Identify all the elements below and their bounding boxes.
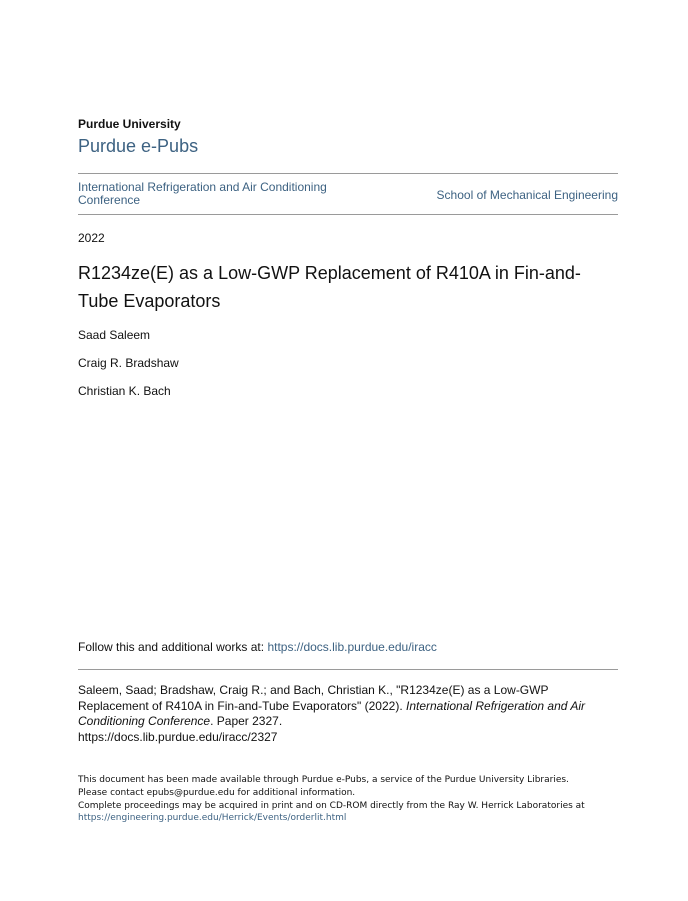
author-name: Saad Saleem xyxy=(78,328,151,342)
divider-citation xyxy=(78,669,618,670)
notice-line: Complete proceedings may be acquired in print and on CD-ROM directly from the Ray W. Herrick Laboratories at xyxy=(78,800,585,811)
follow-prefix: Follow this and additional works at: xyxy=(78,640,268,654)
citation-journal: International Refrigeration and Air Conditioning Conference xyxy=(78,698,585,728)
repository-link[interactable]: Purdue e-Pubs xyxy=(78,136,199,156)
follow-link[interactable]: https://docs.lib.purdue.edu/iracc xyxy=(267,640,437,654)
author-name: Craig R. Bradshaw xyxy=(78,356,179,370)
series-link-department[interactable]: School of Mechanical Engineering xyxy=(436,188,618,202)
citation-paper: . Paper 2327. xyxy=(210,714,283,728)
paper-title: R1234ze(E) as a Low-GWP Replacement of R410A in Fin-and-Tube Evaporators xyxy=(78,263,581,311)
orderlit-link[interactable]: https://engineering.purdue.edu/Herrick/Events/orderlit.html xyxy=(78,813,347,824)
series-link-conference[interactable]: International Refrigeration and Air Conditioning Conference xyxy=(78,180,327,207)
citation-block xyxy=(78,683,618,745)
citation-text: Saleem, Saad; Bradshaw, Craig R.; and Bach, Christian K., "R1234ze(E) as a Low-GWP Replacement of R410A in Fin-and-Tube Evaporators" (2022). xyxy=(78,683,549,713)
availability-notice xyxy=(78,774,618,825)
divider-top xyxy=(78,173,618,174)
notice-line: Please contact epubs@purdue.edu for additional information. xyxy=(78,787,356,798)
notice-line: This document has been made available through Purdue e-Pubs, a service of the Purdue University Libraries. xyxy=(78,775,569,785)
publication-year: 2022 xyxy=(78,231,105,245)
divider-series xyxy=(78,214,618,215)
institution-name: Purdue University xyxy=(78,117,181,131)
author-name: Christian K. Bach xyxy=(78,384,171,398)
citation-url[interactable]: https://docs.lib.purdue.edu/iracc/2327 xyxy=(78,729,278,744)
follow-line xyxy=(78,640,437,654)
